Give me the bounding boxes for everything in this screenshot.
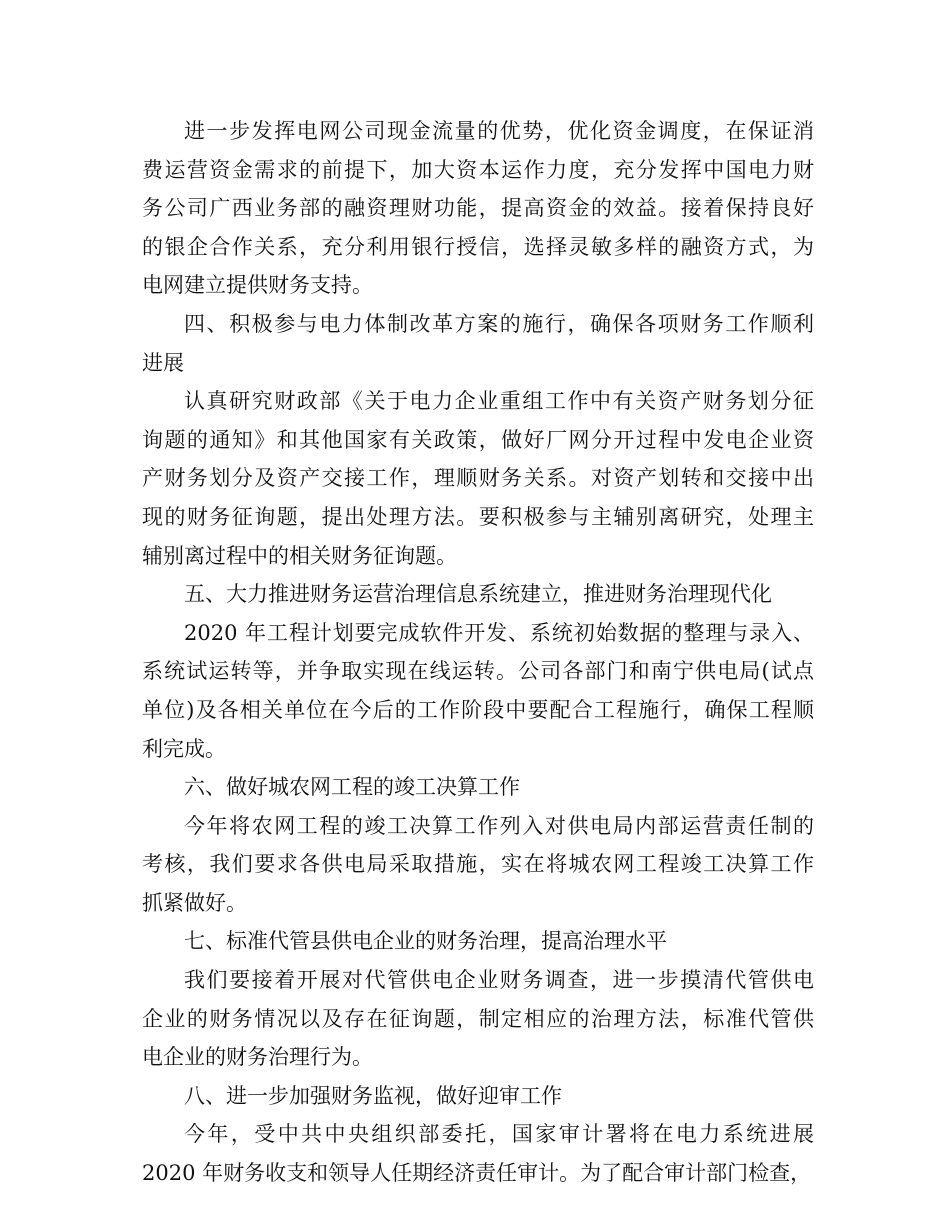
text-line: 的银企合作关系，充分利用银行授信，选择灵敏多样的融资方式，为 bbox=[142, 234, 814, 259]
text-line: 四、积极参与电力体制改革方案的施行，确保各项财务工作顺利 bbox=[184, 311, 814, 336]
body-paragraph bbox=[142, 1115, 814, 1192]
text-line: 电网建立提供财务支持。 bbox=[142, 273, 373, 298]
body-paragraph bbox=[142, 382, 814, 575]
text-line: 今年将农网工程的竣工决算工作列入对供电局内部运营责任制的 bbox=[184, 813, 814, 838]
section-heading bbox=[142, 575, 814, 614]
text-line: 现的财务征询题，提出处理方法。要积极参与主辅别离研究，处理主 bbox=[142, 504, 814, 529]
text-line: 今年，受中共中央组织部委托，国家审计署将在电力系统进展 bbox=[184, 1122, 814, 1147]
text-line: 产财务划分及资产交接工作，理顺财务关系。对资产划转和交接中出 bbox=[142, 466, 814, 491]
body-paragraph bbox=[142, 112, 814, 305]
text-line: 2020 年财务收支和领导人任期经济责任审计。为了配合审计部门检查， bbox=[142, 1161, 812, 1186]
text-line: 考核，我们要求各供电局采取措施，实在将城农网工程竣工决算工作 bbox=[142, 852, 814, 877]
text-line: 八、进一步加强财务监视，做好迎审工作 bbox=[184, 1083, 562, 1108]
body-paragraph bbox=[142, 807, 814, 923]
text-line: 电企业的财务治理行为。 bbox=[142, 1045, 373, 1070]
section-heading bbox=[142, 305, 814, 382]
text-line: 七、标准代管县供电企业的财务治理，提高治理水平 bbox=[184, 929, 667, 954]
text-line: 我们要接着开展对代管供电企业财务调查，进一步摸清代管供电 bbox=[184, 968, 814, 993]
text-line: 五、大力推进财务运营治理信息系统建立，推进财务治理现代化 bbox=[184, 582, 772, 607]
text-line: 辅别离过程中的相关财务征询题。 bbox=[142, 543, 457, 568]
body-paragraph bbox=[142, 961, 814, 1077]
text-line: 询题的通知》和其他国家有关政策，做好厂网分开过程中发电企业资 bbox=[142, 427, 814, 452]
text-line: 单位)及各相关单位在今后的工作阶段中要配合工程施行，确保工程顺 bbox=[142, 697, 814, 722]
text-line: 进一步发挥电网公司现金流量的优势，优化资金调度，在保证消 bbox=[184, 119, 814, 143]
body-paragraph bbox=[142, 614, 814, 768]
section-heading bbox=[142, 768, 814, 807]
text-line: 抓紧做好。 bbox=[142, 890, 247, 915]
section-heading bbox=[142, 922, 814, 961]
text-line: 认真研究财政部《关于电力企业重组工作中有关资产财务划分征 bbox=[184, 389, 814, 414]
text-line: 费运营资金需求的前提下，加大资本运作力度，充分发挥中国电力财 bbox=[142, 157, 814, 182]
text-line: 六、做好城农网工程的竣工决算工作 bbox=[184, 775, 520, 800]
text-line: 2020 年工程计划要完成软件开发、系统初始数据的整理与录入、 bbox=[184, 620, 814, 645]
text-line: 企业的财务情况以及存在征询题，制定相应的治理方法，标准代管供 bbox=[142, 1006, 814, 1031]
text-line: 系统试运转等，并争取实现在线运转。公司各部门和南宁供电局(试点 bbox=[142, 659, 814, 684]
text-line: 利完成。 bbox=[142, 736, 226, 761]
document-body bbox=[142, 112, 814, 1193]
text-line: 进展 bbox=[142, 350, 184, 375]
section-heading bbox=[142, 1077, 814, 1116]
text-line: 务公司广西业务部的融资理财功能，提高资金的效益。接着保持良好 bbox=[142, 196, 814, 221]
